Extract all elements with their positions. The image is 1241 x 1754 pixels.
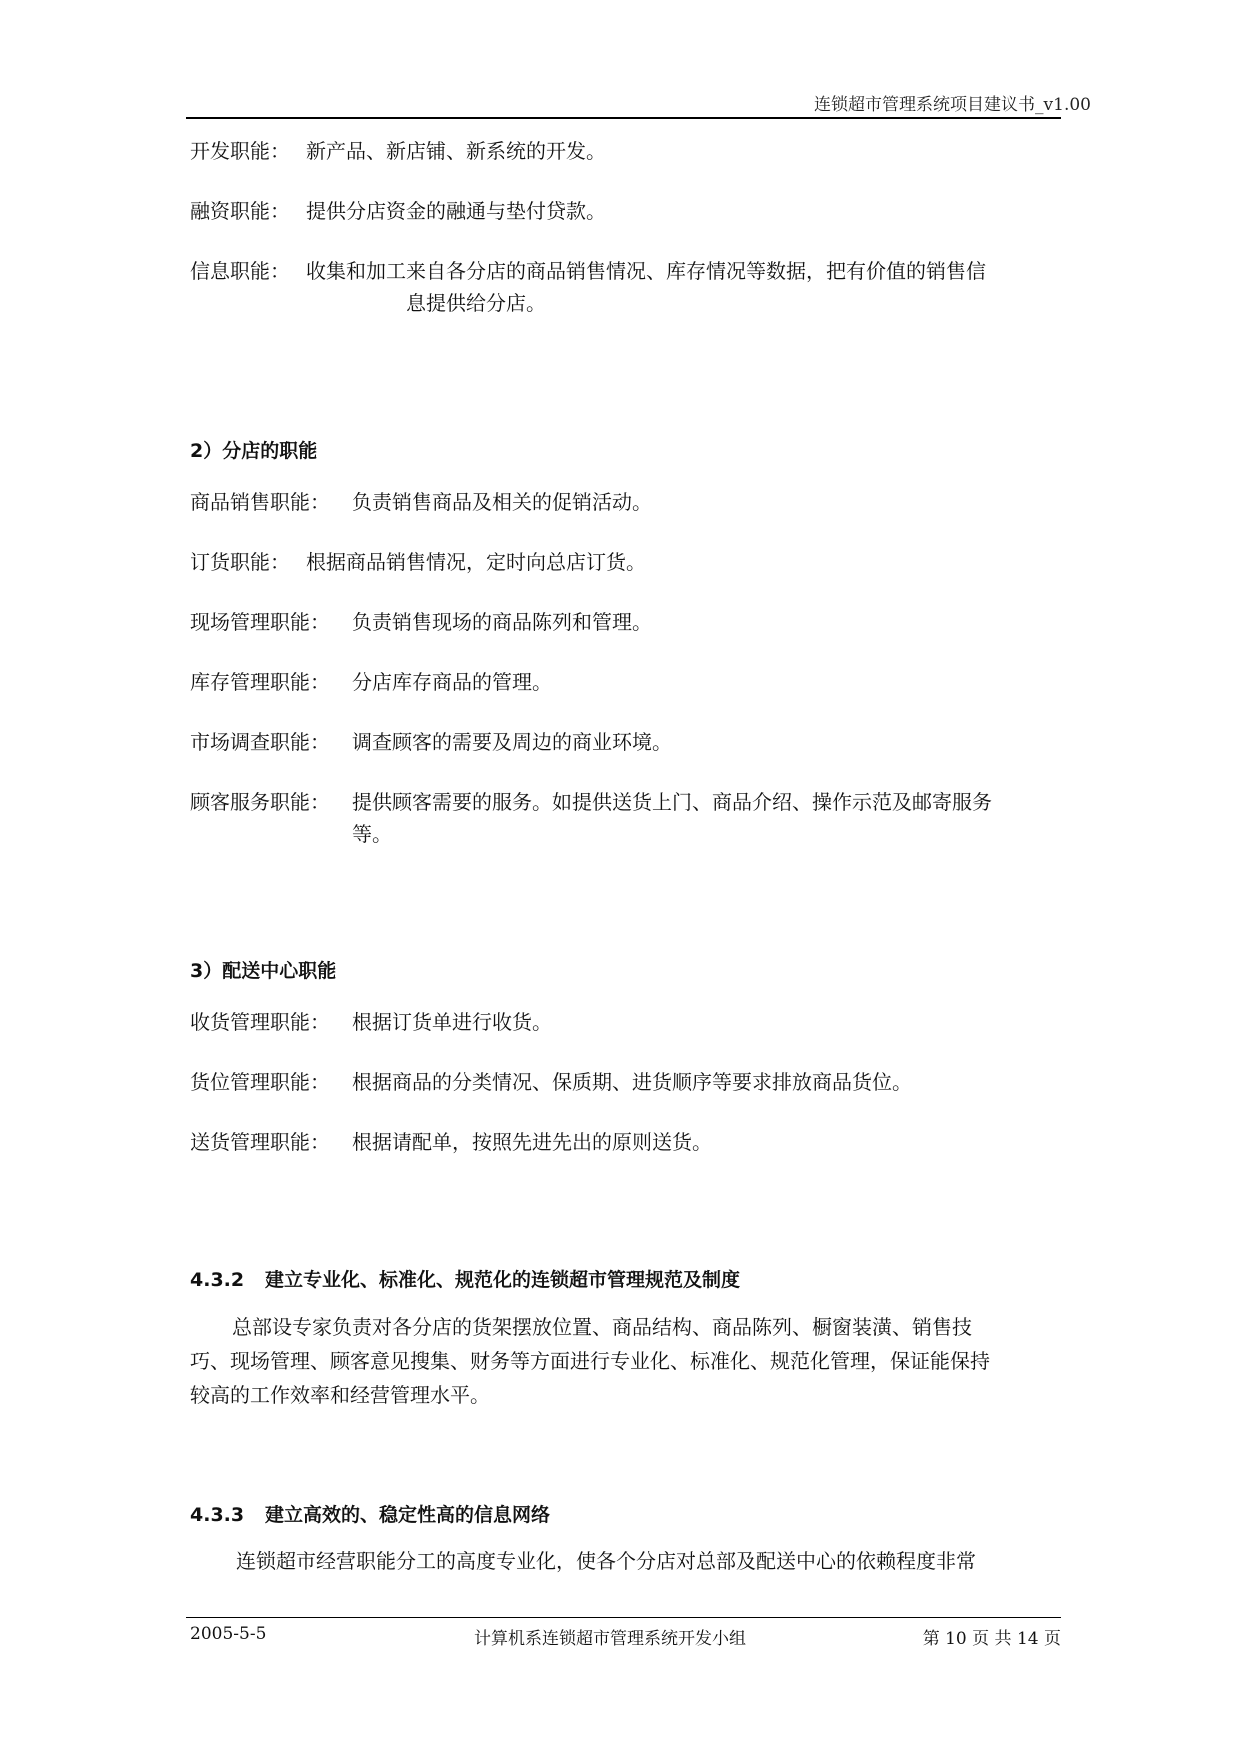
function-label: 市场调查职能： [190, 730, 330, 754]
function-text: 根据订货单进行收货。 [352, 1010, 552, 1034]
function-label: 顾客服务职能： [190, 790, 330, 814]
section-number: 4.3.2 [190, 1269, 245, 1291]
function-text: 根据请配单，按照先进先出的原则送货。 [352, 1130, 712, 1154]
header-title: 连锁超市管理系统项目建议书_v1.00 [814, 95, 1091, 115]
footer-organization: 计算机系连锁超市管理系统开发小组 [474, 1629, 746, 1649]
function-label: 商品销售职能： [190, 490, 330, 514]
function-text: 负责销售现场的商品陈列和管理。 [352, 610, 652, 634]
footer-divider [186, 1617, 1061, 1618]
function-label: 货位管理职能： [190, 1070, 330, 1094]
function-label: 库存管理职能： [190, 670, 330, 694]
function-label: 收货管理职能： [190, 1010, 330, 1034]
header-divider [186, 117, 1061, 119]
function-label: 订货职能： [190, 550, 290, 574]
function-text: 负责销售商品及相关的促销活动。 [352, 490, 652, 514]
function-text-continuation: 等。 [352, 822, 392, 846]
paragraph-line: 总部设专家负责对各分店的货架摆放位置、商品结构、商品陈列、橱窗装潢、销售技 [232, 1315, 972, 1339]
section-title-4-3-2 [190, 1265, 740, 1292]
footer-date: 2005-5-5 [190, 1624, 267, 1644]
function-label: 现场管理职能： [190, 610, 330, 634]
function-label: 开发职能： [190, 139, 290, 163]
footer-page-info: 第 10 页 共 14 页 [922, 1629, 1061, 1649]
function-text: 收集和加工来自各分店的商品销售情况、库存情况等数据，把有价值的销售信 [306, 259, 986, 283]
section-heading-distribution: 3）配送中心职能 [190, 960, 337, 982]
section-number: 4.3.3 [190, 1504, 245, 1526]
function-text: 分店库存商品的管理。 [352, 670, 552, 694]
function-text: 提供顾客需要的服务。如提供送货上门、商品介绍、操作示范及邮寄服务 [352, 790, 992, 814]
function-text: 提供分店资金的融通与垫付贷款。 [306, 199, 606, 223]
section-title-4-3-3 [190, 1500, 550, 1527]
section-title-text: 建立专业化、标准化、规范化的连锁超市管理规范及制度 [265, 1269, 741, 1291]
function-text: 调查顾客的需要及周边的商业环境。 [352, 730, 672, 754]
function-text-continuation: 息提供给分店。 [406, 291, 546, 315]
paragraph-line: 较高的工作效率和经营管理水平。 [190, 1383, 490, 1407]
paragraph [190, 1544, 1062, 1578]
paragraph-line: 巧、现场管理、顾客意见搜集、财务等方面进行专业化、标准化、规范化管理，保证能保持 [190, 1349, 990, 1373]
function-label: 信息职能： [190, 259, 290, 283]
section-heading-branch: 2）分店的职能 [190, 440, 318, 462]
function-text: 根据商品的分类情况、保质期、进货顺序等要求排放商品货位。 [352, 1070, 912, 1094]
function-text: 新产品、新店铺、新系统的开发。 [306, 139, 606, 163]
section-title-text: 建立高效的、稳定性高的信息网络 [265, 1504, 551, 1526]
paragraph [190, 1310, 1062, 1412]
function-text: 根据商品销售情况，定时向总店订货。 [306, 550, 646, 574]
paragraph-line: 连锁超市经营职能分工的高度专业化，使各个分店对总部及配送中心的依赖程度非常 [236, 1549, 976, 1573]
function-label: 送货管理职能： [190, 1130, 330, 1154]
function-label: 融资职能： [190, 199, 290, 223]
